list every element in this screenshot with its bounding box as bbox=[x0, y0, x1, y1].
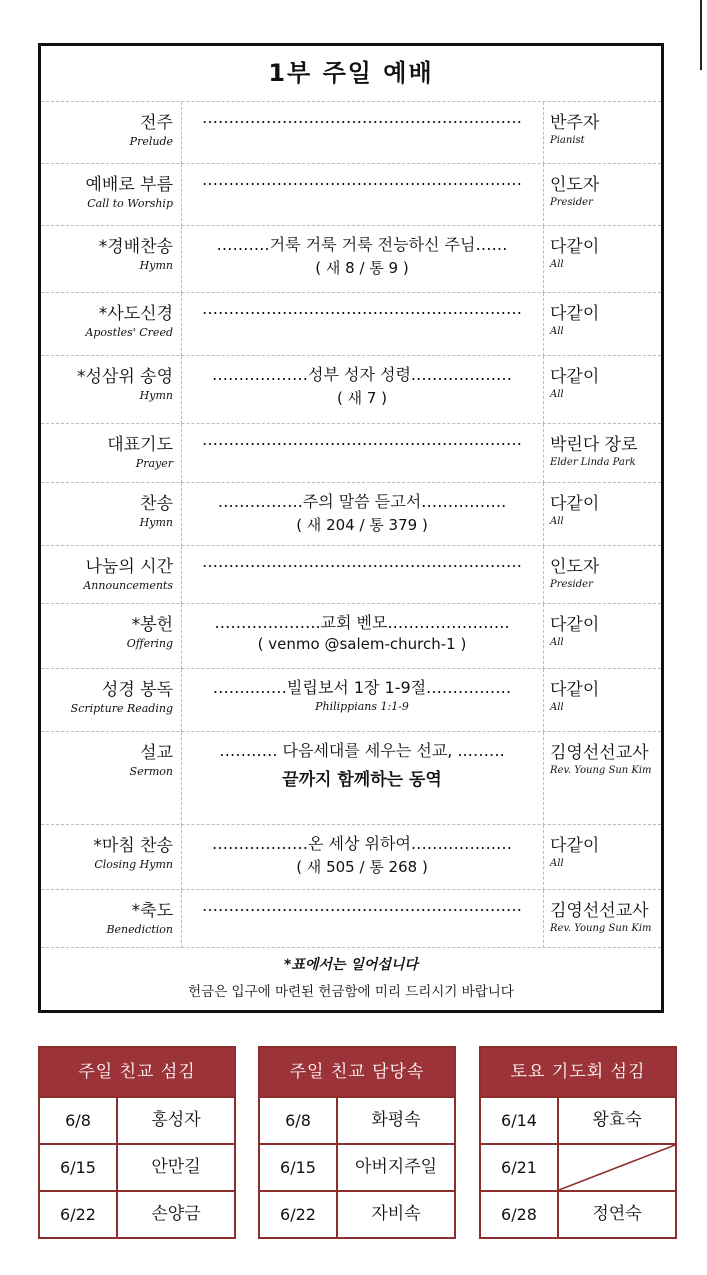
table-row bbox=[40, 1143, 234, 1190]
item-leader-ko: 다같이 bbox=[550, 237, 600, 257]
item-title-en: Prelude bbox=[129, 135, 173, 148]
table-row bbox=[260, 1190, 454, 1237]
item-detail-sub: ( 새 505 / 통 268 ) bbox=[296, 858, 428, 876]
table-row bbox=[40, 1190, 234, 1237]
item-title bbox=[41, 483, 182, 546]
item-leader-en: All bbox=[550, 516, 564, 527]
item-leader bbox=[543, 226, 662, 293]
table-row bbox=[481, 1190, 675, 1237]
date-cell: 6/21 bbox=[481, 1145, 559, 1190]
item-detail-sub: ( 새 8 / 통 9 ) bbox=[315, 259, 409, 277]
item-leader-en: Presider bbox=[550, 197, 593, 208]
item-leader-ko: 김영선선교사 bbox=[550, 743, 649, 763]
program-item bbox=[41, 482, 661, 546]
item-title-en: Offering bbox=[126, 637, 173, 650]
item-leader bbox=[543, 604, 662, 669]
date-cell: 6/14 bbox=[481, 1098, 559, 1143]
item-leader-ko: 다같이 bbox=[550, 304, 600, 324]
date-cell: 6/22 bbox=[260, 1192, 338, 1237]
item-leader-en: Rev. Young Sun Kim bbox=[550, 765, 652, 776]
item-title-en: Benediction bbox=[106, 923, 173, 936]
program-item bbox=[41, 101, 661, 164]
table-row bbox=[40, 1096, 234, 1143]
item-title bbox=[41, 424, 182, 483]
item-detail-line: …………………………………………………… bbox=[202, 552, 522, 571]
table-row bbox=[481, 1096, 675, 1143]
item-title bbox=[41, 102, 182, 164]
item-detail bbox=[183, 102, 541, 164]
item-detail bbox=[183, 483, 541, 546]
item-leader-en: All bbox=[550, 326, 564, 337]
item-title-en: Apostles' Creed bbox=[85, 326, 173, 339]
item-title bbox=[41, 226, 182, 293]
item-leader-en: Elder Linda Park bbox=[550, 457, 636, 468]
item-title bbox=[41, 669, 182, 732]
item-leader bbox=[543, 424, 662, 483]
program-item bbox=[41, 292, 661, 356]
item-leader bbox=[543, 732, 662, 825]
saturday-prayer-table bbox=[479, 1046, 677, 1239]
item-leader-en: All bbox=[550, 702, 564, 713]
item-leader bbox=[543, 669, 662, 732]
item-title-ko: 설교 bbox=[140, 743, 173, 763]
name-cell: 왕효숙 bbox=[592, 1110, 642, 1130]
table-title: 주일 친교 담당속 bbox=[260, 1048, 454, 1096]
item-detail-sub: 끝까지 함께하는 동역 bbox=[282, 770, 442, 790]
item-title-en: Hymn bbox=[139, 389, 173, 402]
item-leader bbox=[543, 483, 662, 546]
item-detail-sub: Philippians 1:1-9 bbox=[315, 700, 409, 713]
program-item bbox=[41, 731, 661, 825]
name-cell: 화평속 bbox=[371, 1110, 421, 1130]
item-title-ko: 성경 봉독 bbox=[101, 680, 173, 700]
item-detail-line: …….…. 다음세대를 세우는 선교, ..……. bbox=[219, 741, 505, 760]
table-title: 토요 기도회 섬김 bbox=[481, 1048, 675, 1096]
item-leader-en: All bbox=[550, 259, 564, 270]
program-item bbox=[41, 824, 661, 890]
name-cell: 아버지주일 bbox=[354, 1157, 438, 1177]
item-leader bbox=[543, 546, 662, 604]
item-detail-line: …………….주의 말씀 듣고서……………. bbox=[217, 492, 507, 511]
item-title-ko: 전주 bbox=[140, 113, 173, 133]
item-title-ko: *성삼위 송영 bbox=[76, 367, 173, 387]
item-title bbox=[41, 890, 182, 948]
name-cell: 자비속 bbox=[371, 1204, 421, 1224]
item-leader-ko: 다같이 bbox=[550, 494, 600, 514]
item-title-en: Scripture Reading bbox=[70, 702, 173, 715]
item-leader-en: All bbox=[550, 858, 564, 869]
item-detail bbox=[183, 546, 541, 604]
item-detail-sub: ( 새 7 ) bbox=[336, 389, 388, 407]
program-item bbox=[41, 423, 661, 483]
item-leader-ko: 다같이 bbox=[550, 615, 600, 635]
item-title-ko: *사도신경 bbox=[98, 304, 173, 324]
program-item bbox=[41, 355, 661, 424]
name-cell: 홍성자 bbox=[151, 1110, 201, 1130]
item-leader bbox=[543, 102, 662, 164]
item-title-ko: *마침 찬송 bbox=[93, 836, 173, 856]
item-leader bbox=[543, 164, 662, 226]
item-leader-ko: 다같이 bbox=[550, 836, 600, 856]
item-leader-en: Rev. Young Sun Kim bbox=[550, 923, 652, 934]
item-detail-line: ………………성부 성자 성령.……………… bbox=[212, 365, 512, 384]
name-cell: 정연숙 bbox=[592, 1204, 642, 1224]
item-detail-line: ………………온 세상 위하여…………….… bbox=[212, 834, 512, 853]
name-cell: 손양금 bbox=[151, 1204, 201, 1224]
program-item bbox=[41, 889, 661, 948]
item-leader-ko: 인도자 bbox=[550, 557, 600, 577]
item-detail bbox=[183, 669, 541, 732]
table-row bbox=[481, 1143, 675, 1190]
date-cell: 6/28 bbox=[481, 1192, 559, 1237]
item-leader-ko: 인도자 bbox=[550, 175, 600, 195]
item-detail-line: ……..……빌립보서 1장 1-9절.…………… bbox=[212, 678, 512, 697]
standing-note: *표에서는 일어섭니다 bbox=[284, 957, 418, 973]
item-detail bbox=[183, 293, 541, 356]
program-item bbox=[41, 163, 661, 226]
item-title bbox=[41, 293, 182, 356]
item-leader bbox=[543, 825, 662, 890]
fellowship-group-table bbox=[258, 1046, 456, 1239]
item-title bbox=[41, 604, 182, 669]
item-leader-ko: 다같이 bbox=[550, 367, 600, 387]
item-title-en: Hymn bbox=[139, 259, 173, 272]
item-title-en: Call to Worship bbox=[87, 197, 173, 210]
item-detail bbox=[183, 424, 541, 483]
worship-order-box bbox=[38, 43, 664, 1013]
date-cell: 6/8 bbox=[260, 1098, 338, 1143]
item-detail-line: …………………………………………………… bbox=[202, 896, 522, 915]
item-title bbox=[41, 356, 182, 424]
item-detail bbox=[183, 226, 541, 293]
page-edge-divider bbox=[700, 0, 707, 70]
item-title bbox=[41, 546, 182, 604]
item-detail bbox=[183, 604, 541, 669]
item-detail bbox=[183, 164, 541, 226]
offering-note: 헌금은 입구에 마련된 헌금함에 미리 드리시기 바랍니다 bbox=[188, 984, 514, 1000]
date-cell: 6/22 bbox=[40, 1192, 118, 1237]
item-leader-ko: 김영선선교사 bbox=[550, 901, 649, 921]
item-title-ko: *경배찬송 bbox=[98, 237, 173, 257]
item-title bbox=[41, 825, 182, 890]
item-detail bbox=[183, 825, 541, 890]
item-detail-line: ………………..교회 벤모.…………………. bbox=[214, 613, 510, 632]
item-title-ko: 예배로 부름 bbox=[85, 175, 173, 195]
item-title bbox=[41, 164, 182, 226]
item-leader-en: Presider bbox=[550, 579, 593, 590]
item-title-en: Closing Hymn bbox=[94, 858, 173, 871]
program-item bbox=[41, 225, 661, 293]
item-title-en: Sermon bbox=[129, 765, 173, 778]
program-item bbox=[41, 668, 661, 732]
item-leader-en: Pianist bbox=[550, 135, 585, 146]
date-cell: 6/15 bbox=[260, 1145, 338, 1190]
item-leader-en: All bbox=[550, 637, 564, 648]
service-title: 1부 주일 예배 bbox=[268, 59, 434, 87]
table-row bbox=[260, 1096, 454, 1143]
item-detail bbox=[183, 356, 541, 424]
empty-cell bbox=[559, 1145, 675, 1190]
item-detail-line: ……….거룩 거룩 거룩 전능하신 주님…… bbox=[216, 235, 508, 254]
item-leader-ko: 박린다 장로 bbox=[550, 435, 638, 455]
item-leader bbox=[543, 890, 662, 948]
table-title: 주일 친교 섬김 bbox=[40, 1048, 234, 1096]
item-detail-line: …………………………………………………… bbox=[202, 170, 522, 189]
diagonal-strike-icon bbox=[559, 1145, 675, 1190]
item-title-ko: 찬송 bbox=[140, 494, 173, 514]
item-detail-line: …………………………………………………… bbox=[202, 430, 522, 449]
item-title bbox=[41, 732, 182, 825]
item-leader-en: All bbox=[550, 389, 564, 400]
item-title-ko: *축도 bbox=[131, 901, 173, 921]
program-footer bbox=[41, 947, 661, 1000]
item-leader bbox=[543, 293, 662, 356]
item-detail-line: …………………………………………………… bbox=[202, 299, 522, 318]
date-cell: 6/15 bbox=[40, 1145, 118, 1190]
item-detail bbox=[183, 732, 541, 825]
item-title-en: Hymn bbox=[139, 516, 173, 529]
name-cell: 안만길 bbox=[151, 1157, 201, 1177]
program-item bbox=[41, 603, 661, 669]
date-cell: 6/8 bbox=[40, 1098, 118, 1143]
item-detail-sub: ( 새 204 / 통 379 ) bbox=[296, 516, 428, 534]
program-item bbox=[41, 545, 661, 604]
item-detail-sub: ( venmo @salem-church-1 ) bbox=[257, 635, 467, 653]
item-detail-line: …………………………………………………… bbox=[202, 108, 522, 127]
item-leader-ko: 반주자 bbox=[550, 113, 600, 133]
item-title-en: Prayer bbox=[135, 457, 173, 470]
item-detail bbox=[183, 890, 541, 948]
item-leader bbox=[543, 356, 662, 424]
fellowship-service-table bbox=[38, 1046, 236, 1239]
item-title-ko: *봉헌 bbox=[131, 615, 173, 635]
table-row bbox=[260, 1143, 454, 1190]
item-title-en: Announcements bbox=[83, 579, 173, 592]
item-leader-ko: 다같이 bbox=[550, 680, 600, 700]
item-title-ko: 나눔의 시간 bbox=[85, 557, 173, 577]
item-title-ko: 대표기도 bbox=[107, 435, 173, 455]
